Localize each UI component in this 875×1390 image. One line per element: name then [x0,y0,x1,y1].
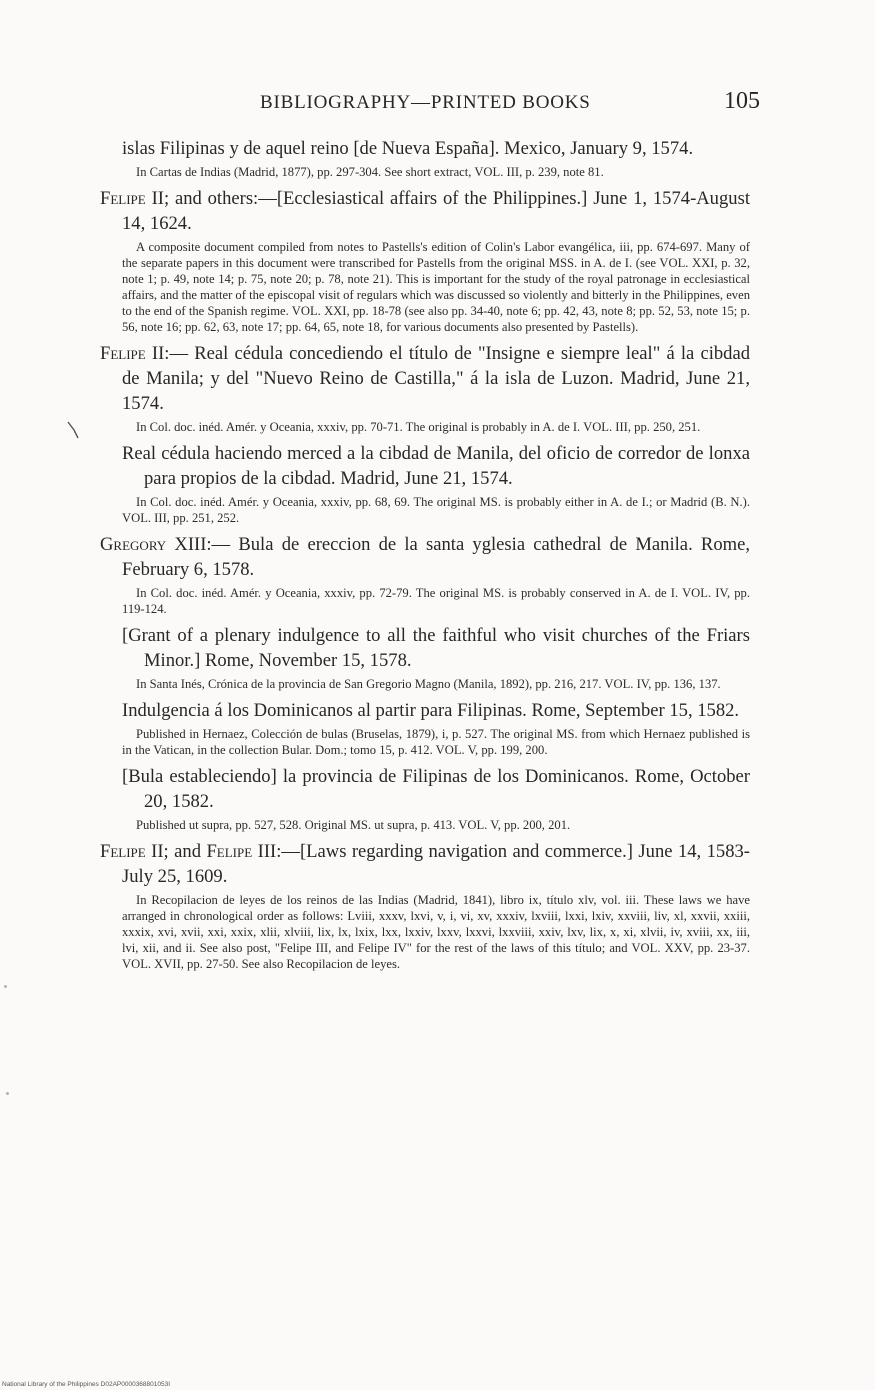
scan-speck [6,1092,9,1095]
author-name: Gregory [100,534,167,555]
author-name: Felipe [100,841,146,862]
entry-3 [100,341,750,526]
margin-pencil-mark [66,418,80,440]
page-header [120,88,760,122]
entry-title [100,186,750,236]
entry-title-text: II; and others:—[Ecclesiastical affairs of the Philippines.] June 1, 1574-August 14, 1624. [122,188,750,234]
running-title: BIBLIOGRAPHY—PRINTED BOOKS [260,92,591,113]
entry-2 [100,186,750,335]
entry-note: In Col. doc. inéd. Amér. y Oceania, xxxiv, pp. 70-71. The original is probably in A. de I. VOL. III, pp. 250, 251. [136,420,701,434]
sub-entry-title: [Grant of a plenary indulgence to all the faithful who visit churches of the Friars Minor.] Rome, November 15, 1578. [122,625,750,671]
entry-note: In Cartas de Indias (Madrid, 1877), pp. 297-304. See short extract, VOL. III, p. 239, note 81. [136,165,604,179]
entry-title: islas Filipinas y de aquel reino [de Nueva España]. Mexico, January 9, 1574. [122,138,694,159]
sub-entry-note: In Santa Inés, Crónica de la provincia de San Gregorio Magno (Manila, 1892), pp. 216, 217. VOL. IV, pp. 136, 137. [136,677,721,691]
sub-entry-title: Indulgencia á los Dominicanos al partir para Filipinas. Rome, September 15, 1582. [122,700,740,721]
author-name: Felipe [100,343,146,364]
entry-note: A composite document compiled from notes to Pastells's edition of Colin's Labor evangélica, iii, pp. 674-697. Many of the separate papers in this document were transcribed for Pastells from the original MSS. in A. de I. (see VOL. XXI, p. 32, note 1; p. 49, note 14; p. 75, note 20; p. 78, note 21). This is important for the study of the royal patronage in ecclesiastical affairs, and the matter of the episcopal visit of regulars which was discussed so violently and bitterly in the Philippines, even to the end of the Spanish regime. VOL. XXI, pp. 18-78 (see also pp. 34-40, note 6; pp. 42, 43, note 8; pp. 52, 53, note 15; p. 56, note 16; pp. 62, 63, note 17; pp. 64, 65, note 18, for various documents also presented by Pastells). [122,240,750,334]
scan-speck [4,985,7,988]
entry-title [100,839,750,889]
sub-entry-note: In Col. doc. inéd. Amér. y Oceania, xxxiv, pp. 68, 69. The original MS. is probably either in A. de I.; or Madrid (B. N.). VOL. III, pp. 251, 252. [122,495,750,525]
author-name: Felipe [100,188,146,209]
entry-title-text: II; and [151,841,202,862]
entry-title-text: II:— Real cédula concediendo el título de "Insigne e siempre leal" á la cibdad de Manila; y del "Nuevo Reino de Castilla," á la isla de Luzon. Madrid, June 21, 1574. [122,343,751,414]
entry-note: In Col. doc. inéd. Amér. y Oceania, xxxiv, pp. 72-79. The original MS. is probably conserved in A. de I. VOL. IV, pp. 119-124. [122,586,750,616]
entry-title-text: III:—[Laws regarding navigation and commerce.] June 14, 1583-July 25, 1609. [122,841,751,887]
sub-entry-note: Published in Hernaez, Colección de bulas (Bruselas, 1879), i, p. 527. The original MS. from which Hernaez published is in the Vatican, in the collection Bular. Dom.; tomo 15, p. 412. VOL. V, pp. 199, 200. [122,727,750,757]
entry-title [100,532,750,582]
page-number: 105 [724,88,760,114]
scan-credit: National Library of the Philippines D02AP0000368801053I [2,1381,171,1388]
sub-entry-title: Real cédula haciendo merced a la cibdad de Manila, del oficio de corredor de lonxa para propios de la cibdad. Madrid, June 21, 1574. [122,443,750,489]
sub-entry-note: Published ut supra, pp. 527, 528. Original MS. ut supra, p. 413. VOL. V, pp. 200, 201. [136,818,571,832]
entry-5 [100,839,750,972]
entry-4 [100,532,750,833]
author-name: Felipe [206,841,253,862]
sub-entry-title: [Bula estableciendo] la provincia de Filipinas de los Dominicanos. Rome, October 20, 1582. [122,766,750,812]
entry-title [100,341,750,416]
entry-title-text: XIII:— Bula de ereccion de la santa yglesia cathedral de Manila. Rome, February 6, 1578. [122,534,750,580]
entry-note: In Recopilacion de leyes de los reinos de las Indias (Madrid, 1841), libro ix, título xlv, vol. iii. These laws we have arranged in chronological order as follows: Lviii, xxxv, lxvi, v, i, vi, xv, xxxiv, lxviii, lxxi, lxiv, xxviii, liv, xl, xxvii, xxiii, xxxix, xvi, xvii, xxi, xxix, xlii, xlviii, lix, lx, lxix, lxx, lxxiv, lxxv, lxxvi, lxxviii, xxiv, lxv, lix, x, xi, xlvii, iv, xviii, xx, iii, lvi, xii, and ii. See also post, "Felipe III, and Felipe IV" for the rest of the laws of this título; and VOL. XXV, pp. 23-37. VOL. XVII, pp. 27-50. See also Recopilacion de leyes. [122,893,750,971]
bibliography-body [100,136,750,978]
entry-1 [100,136,750,180]
